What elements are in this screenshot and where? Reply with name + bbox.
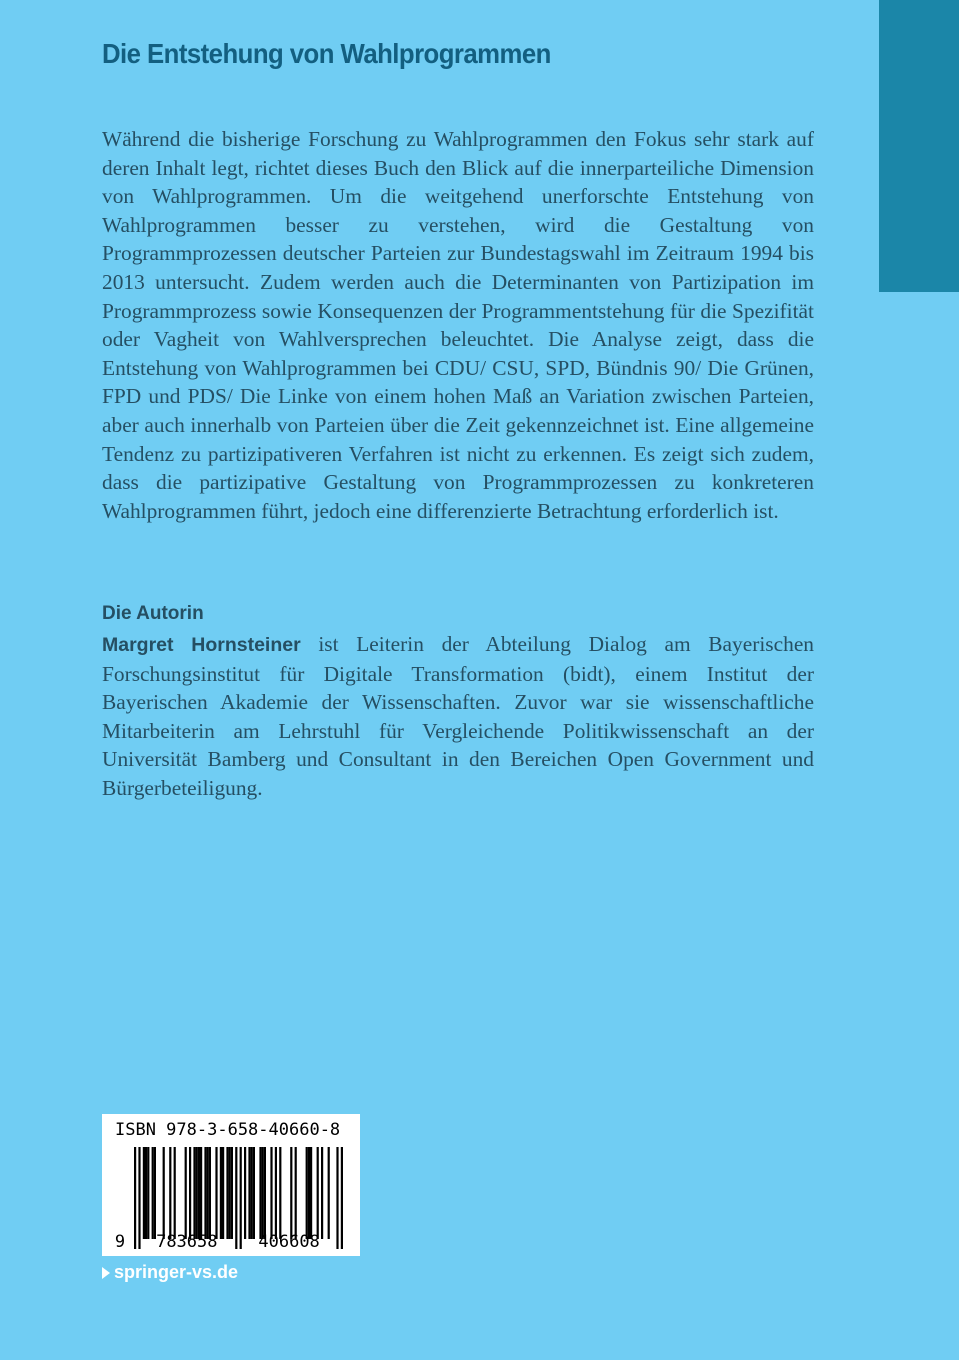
author-name: Margret Hornsteiner (102, 634, 301, 656)
barcode-bar (231, 1147, 233, 1239)
barcode-bar (229, 1147, 231, 1239)
barcode-bar (259, 1147, 261, 1239)
barcode-bar (204, 1147, 206, 1239)
barcode-bar (198, 1147, 200, 1239)
barcode-bar (185, 1147, 187, 1239)
barcode-bar (317, 1147, 319, 1239)
barcode-bar (215, 1147, 217, 1239)
barcode-bar (295, 1147, 297, 1239)
barcode-bar (222, 1147, 224, 1239)
barcode-bar (200, 1147, 202, 1239)
barcode-bar (143, 1147, 145, 1239)
barcode-bar (174, 1147, 176, 1239)
barcode-bar (248, 1147, 250, 1239)
barcode-bar (279, 1147, 281, 1239)
barcode-bar (207, 1147, 209, 1239)
barcode-digits: 783658 (156, 1232, 218, 1252)
barcode-bar (193, 1147, 195, 1239)
barcode-bar (336, 1147, 338, 1249)
barcode-bar (341, 1147, 343, 1249)
barcode-image (102, 1114, 360, 1256)
barcode-bar (138, 1147, 140, 1249)
barcode-bar (220, 1147, 222, 1239)
barcode-bar (152, 1147, 154, 1239)
barcode-bar (145, 1147, 147, 1239)
accent-block (879, 0, 959, 292)
barcode-bar (147, 1147, 149, 1239)
isbn-barcode (102, 1114, 360, 1256)
barcode-bar (251, 1147, 253, 1239)
barcode-bar (189, 1147, 191, 1239)
barcode-bar (240, 1147, 242, 1249)
barcode-bar (244, 1147, 246, 1239)
barcode-bar (328, 1147, 330, 1239)
barcode-digits: 406608 (258, 1232, 320, 1252)
book-title: Die Entstehung von Wahlprogrammen (102, 38, 551, 69)
author-bio (102, 630, 814, 803)
barcode-bar (308, 1147, 310, 1239)
barcode-digits: 9 (114, 1232, 126, 1252)
barcode-bar (275, 1147, 277, 1239)
barcode-bar (154, 1147, 156, 1239)
barcode-bar (306, 1147, 308, 1239)
barcode-bar (310, 1147, 312, 1239)
barcode-bar (226, 1147, 228, 1239)
barcode-bar (321, 1147, 323, 1239)
barcode-bar (253, 1147, 255, 1239)
barcode-bar (196, 1147, 198, 1239)
barcode-bar (264, 1147, 266, 1239)
isbn-label: ISBN 978-3-658-40660-8 (115, 1120, 341, 1140)
author-heading: Die Autorin (102, 603, 204, 624)
barcode-bar (270, 1147, 272, 1239)
barcode-bar (262, 1147, 264, 1239)
barcode-bar (134, 1147, 136, 1249)
publisher-link-text: springer-vs.de (114, 1262, 239, 1282)
abstract-text: Während die bisherige Forschung zu Wahlprogrammen den Fokus sehr stark auf deren Inhalt legt, richtet dieses Buch den Blick auf die innerparteiliche Dimension von Wahlprogrammen. Um die weitgehend unerforschte Entstehung von Wahlprogrammen besser zu verstehen, wird die Gestaltung von Programmprozessen deutscher Parteien zur Bundestagswahl im Zeitraum 1994 bis 2013 untersucht. Zudem werden auch die Determinanten von Partizipation im Programmprozess sowie Konsequenzen der Programmentstehung für die Spezifität oder Vagheit von Wahlversprechen beleuchtet. Die Analyse zeigt, dass die Entstehung von Wahlprogrammen bei CDU/ CSU, SPD, Bündnis 90/ Die Grünen, FPD und PDS/ Die Linke von einem hohen Maß an Variation zwischen Parteien, aber auch innerhalb von Parteien über die Zeit gekennzeichnet ist. Eine allgemeine Tendenz zu partizipativeren Verfahren ist nicht zu erkennen. Es zeigt sich zudem, dass die partizipative Gestaltung von Programmprozessen zu konkreteren Wahlprogrammen führt, jedoch eine differenzierte Betrachtung erforderlich ist. (102, 127, 814, 523)
barcode-bar (235, 1147, 237, 1249)
author-bio-text: ist Leiterin der Abteilung Dialog am Bayerischen Forschungsinstitut für Digitale Transformation (bidt), einem Institut der Bayerischen Akademie der Wissenschaften. Zuvor war sie wissenschaftliche Mitarbeiterin am Lehrstuhl für Vergleichende Politikwissenschaft an der Universität Bamberg und Consultant in den Bereichen Open Government und Bürgerbeteiligung. (102, 632, 815, 800)
triangle-right-icon (102, 1267, 110, 1279)
barcode-bar (169, 1147, 171, 1239)
barcode-bar (163, 1147, 165, 1239)
barcode-bar (209, 1147, 211, 1239)
barcode-bar (290, 1147, 292, 1239)
publisher-link[interactable] (102, 1262, 238, 1283)
